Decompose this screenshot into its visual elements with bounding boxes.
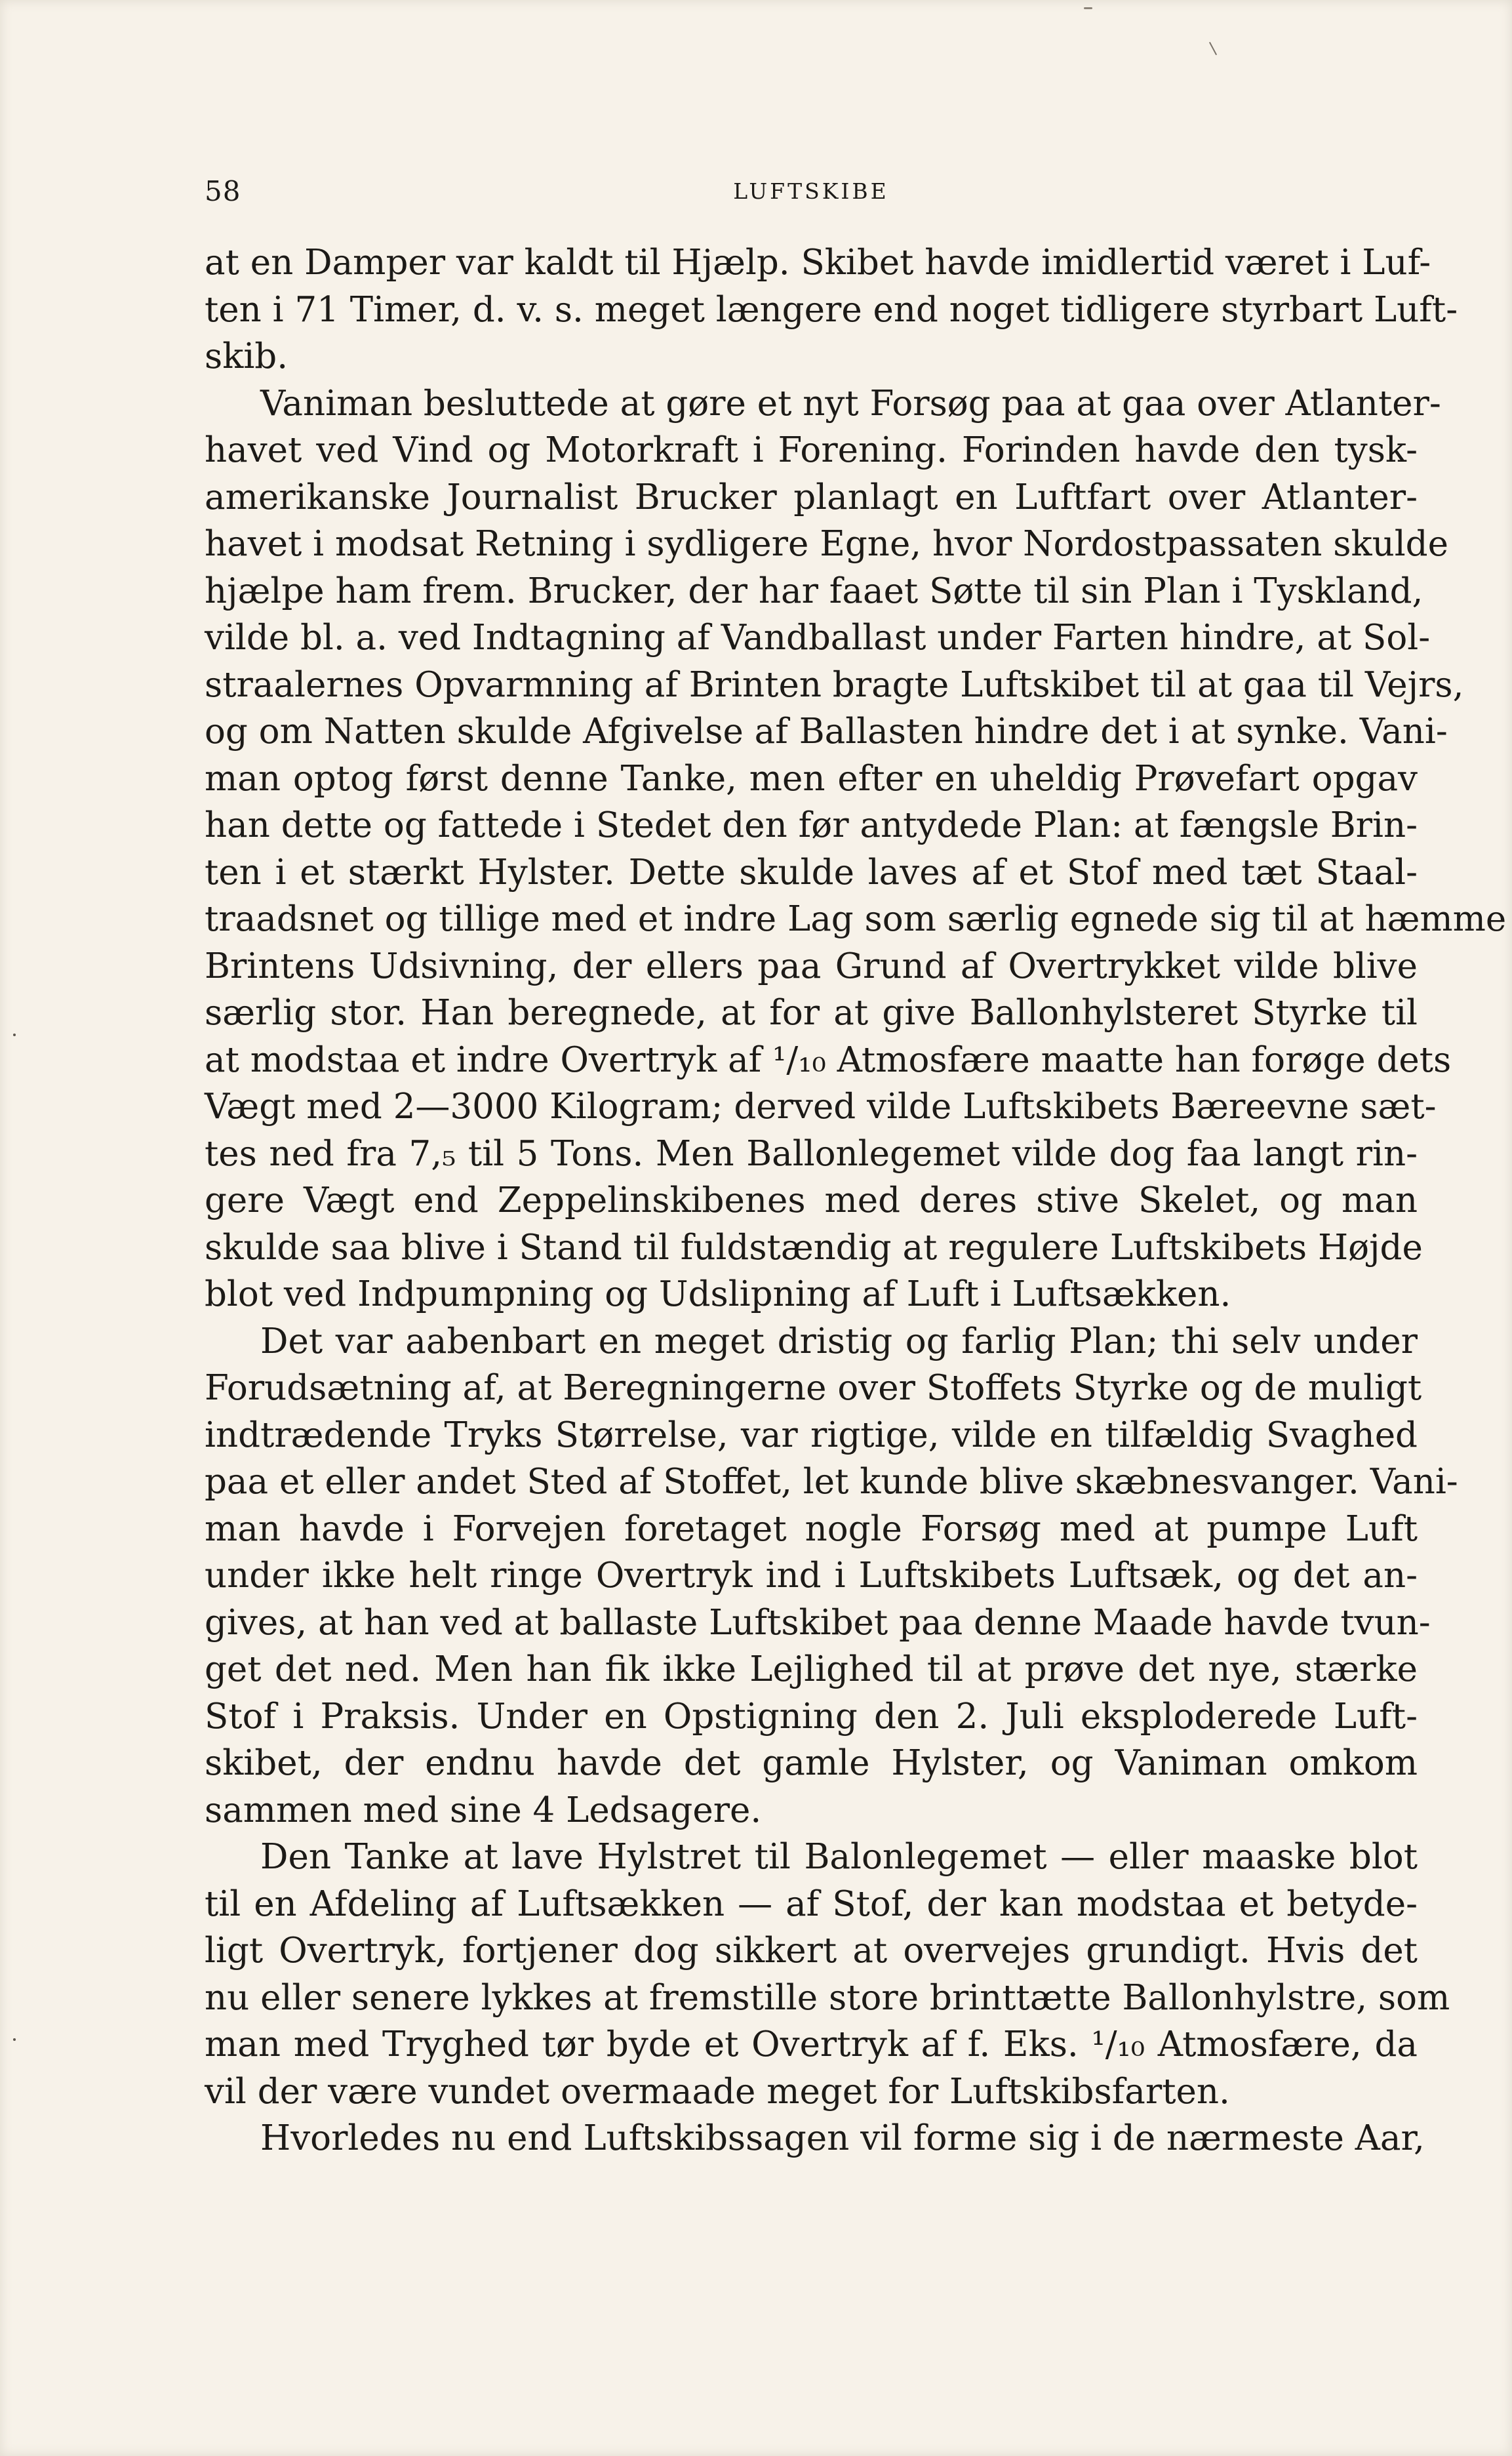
text-line: skib. [205, 336, 288, 376]
text-line: vil der være vundet overmaade meget for Luftskibsfarten. [205, 2071, 1230, 2112]
text-line: tes ned fra 7,₅ til 5 Tons. Men Ballonlegemet vilde dog faa langt rin- [205, 1133, 1418, 1174]
text-line: skulde saa blive i Stand til fuldstændig at regulere Luftskibets Højde [205, 1227, 1423, 1268]
text-line: Brintens Udsivning, der ellers paa Grund af Overtrykket vilde blive [205, 946, 1418, 986]
text-line: ten i et stærkt Hylster. Dette skulde laves af et Stof med tæt Staal- [205, 852, 1418, 893]
text-line: Stof i Praksis. Under en Opstigning den 2. Juli eksploderede Luft- [205, 1696, 1418, 1737]
text-line: man havde i Forvejen foretaget nogle Forsøg med at pumpe Luft [205, 1508, 1418, 1549]
text-line: gere Vægt end Zeppelinskibenes med deres stive Skelet, og man [205, 1180, 1418, 1220]
text-line: blot ved Indpumpning og Udslipning af Luft i Luftsækken. [205, 1274, 1231, 1314]
running-head: LUFTSKIBE [733, 178, 889, 204]
text-line: sammen med sine 4 Ledsagere. [205, 1790, 762, 1830]
text-line: Vaniman besluttede at gøre et nyt Forsøg paa at gaa over Atlanter- [260, 383, 1441, 424]
scan-speck [1084, 7, 1092, 9]
text-line: vilde bl. a. ved Indtagning af Vandballast under Farten hindre, at Sol- [205, 618, 1431, 658]
text-line: get det ned. Men han fik ikke Lejlighed til at prøve det nye, stærke [205, 1649, 1418, 1689]
text-line: ten i 71 Timer, d. v. s. meget længere end noget tidligere styrbart Luft- [205, 289, 1458, 330]
margin-dot [13, 2038, 16, 2041]
text-line: Vægt med 2—3000 Kilogram; derved vilde Luftskibets Bæreevne sæt- [205, 1087, 1437, 1127]
text-line: Den Tanke at lave Hylstret til Balonlegemet — eller maaske blot [260, 1837, 1418, 1877]
text-line: havet i modsat Retning i sydligere Egne, hvor Nordostpassaten skulde [205, 524, 1448, 564]
text-line: man optog først denne Tanke, men efter en uheldig Prøvefart opgav [205, 758, 1418, 799]
page-header [205, 172, 1418, 211]
text-line: indtrædende Tryks Størrelse, var rigtige, vilde en tilfældig Svaghed [205, 1415, 1418, 1455]
text-line: skibet, der endnu havde det gamle Hylster, og Vaniman omkom [205, 1743, 1418, 1783]
text-line: han dette og fattede i Stedet den før antydede Plan: at fængsle Brin- [205, 805, 1418, 845]
text-line: under ikke helt ringe Overtryk ind i Luftskibets Luftsæk, og det an- [205, 1556, 1418, 1596]
text-line: Det var aabenbart en meget dristig og farlig Plan; thi selv under [260, 1321, 1418, 1361]
text-line: nu eller senere lykkes at fremstille store brinttætte Ballonhylstre, som [205, 1977, 1450, 2018]
scan-mark [1209, 42, 1217, 55]
margin-dot [13, 1034, 16, 1036]
text-line: ligt Overtryk, fortjener dog sikkert at overvejes grundigt. Hvis det [205, 1931, 1418, 1971]
page-number: 58 [205, 175, 241, 207]
text-line: man med Tryghed tør byde et Overtryk af f. Eks. ¹/₁₀ Atmosfære, da [205, 2024, 1418, 2064]
text-line: amerikanske Journalist Brucker planlagt en Luftfart over Atlanter- [205, 477, 1418, 517]
text-line: Forudsætning af, at Beregningerne over Stoffets Styrke og de muligt [205, 1368, 1422, 1408]
text-line: paa et eller andet Sted af Stoffet, let kunde blive skæbnesvanger. Vani- [205, 1462, 1458, 1502]
text-line: hjælpe ham frem. Brucker, der har faaet Søtte til sin Plan i Tyskland, [205, 571, 1423, 611]
text-line: gives, at han ved at ballaste Luftskibet paa denne Maade havde tvun- [205, 1602, 1431, 1643]
text-line: havet ved Vind og Motorkraft i Forening. Forinden havde den tysk- [205, 430, 1418, 470]
text-line: traadsnet og tillige med et indre Lag som særlig egnede sig til at hæmme [205, 899, 1507, 939]
text-line: og om Natten skulde Afgivelse af Ballasten hindre det i at synke. Vani- [205, 712, 1448, 752]
text-line: Hvorledes nu end Luftskibssagen vil forme sig i de nærmeste Aar, [260, 2118, 1425, 2158]
text-line: til en Afdeling af Luftsækken — af Stof, der kan modstaa et betyde- [205, 1883, 1418, 1924]
text-line: at modstaa et indre Overtryk af ¹/₁₀ Atmosfære maatte han forøge dets [205, 1039, 1452, 1080]
body-text [205, 239, 1507, 2162]
text-line: særlig stor. Han beregnede, at for at give Ballonhylsteret Styrke til [205, 993, 1418, 1033]
text-line: straalernes Opvarmning af Brinten bragte Luftskibet til at gaa til Vejrs, [205, 664, 1464, 705]
text-line: at en Damper var kaldt til Hjælp. Skibet havde imidlertid været i Luf- [205, 243, 1431, 283]
